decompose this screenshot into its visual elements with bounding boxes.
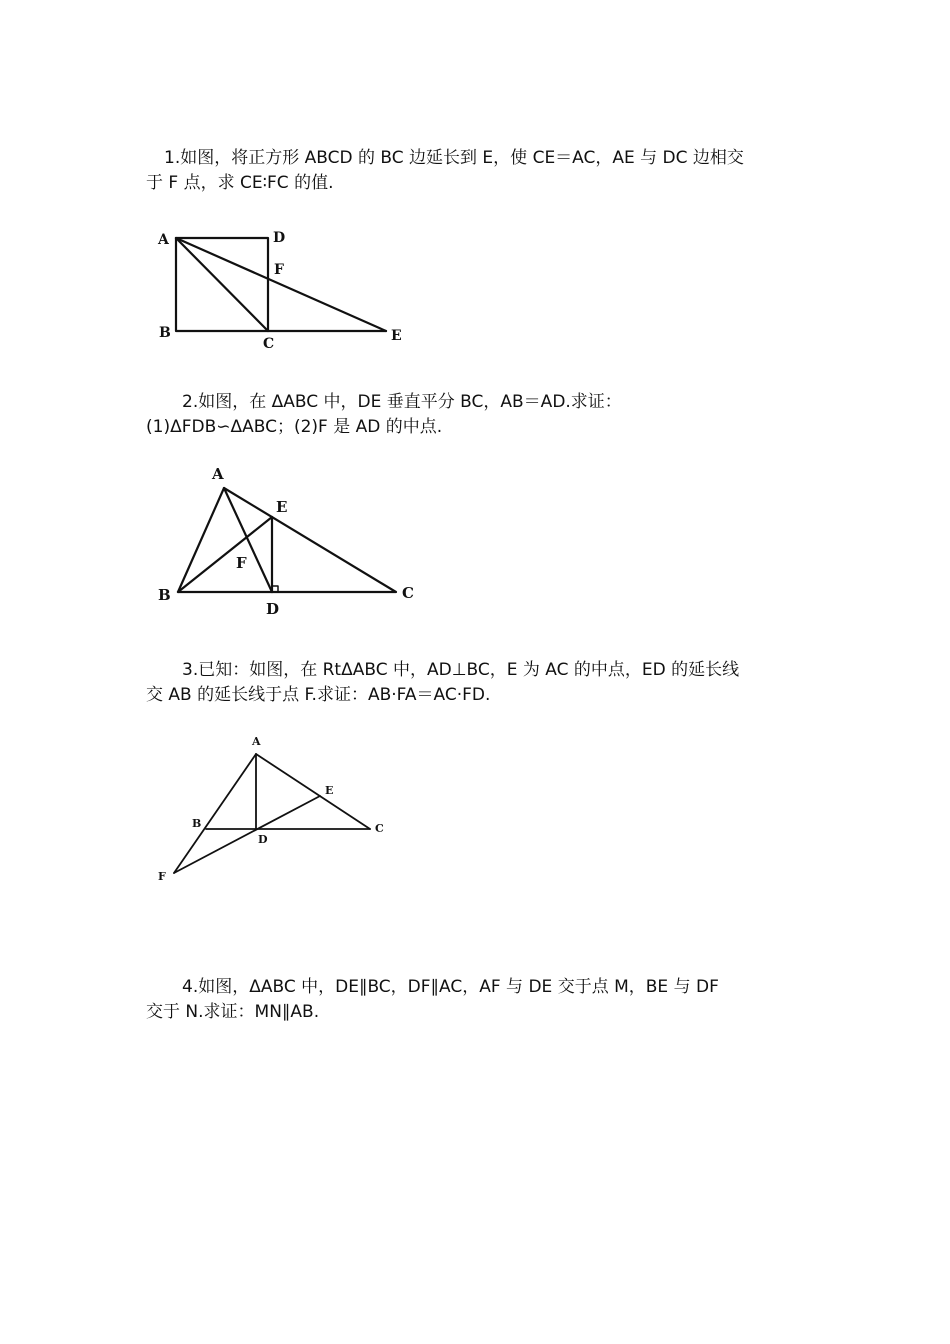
problem-3-figure [150,728,390,888]
label-a: A [212,465,224,483]
label-b: B [159,325,171,341]
segment-be [178,517,272,592]
label-e: E [325,784,334,797]
segment-ae [176,238,386,331]
label-e: E [276,498,288,516]
segment-ac [256,754,370,829]
problem-2-text [146,390,806,440]
label-b: B [158,586,171,604]
segment-ef [174,796,320,873]
label-f: F [236,554,247,572]
label-a: A [158,232,169,248]
problem-4-line-1: 4.如图，ΔABC 中，DE∥BC，DF∥AC，AF 与 DE 交于点 M，BE 与 DF [182,977,719,997]
problem-1-line-2: 于 F 点，求 CE∶FC 的值. [146,173,334,193]
problem-2-figure [152,460,422,620]
label-e: E [391,328,402,344]
problem-1-line-1: 1.如图，将正方形 ABCD 的 BC 边延长到 E，使 CE＝AC，AE 与 DC 边相交 [164,148,744,168]
segment-af [174,754,256,873]
label-f: F [274,262,284,278]
problem-4-line-2: 交于 N.求证：MN∥AB. [146,1002,320,1022]
label-c: C [375,822,384,835]
segment-ac [176,238,268,331]
label-d: D [258,833,268,846]
label-c: C [263,336,275,352]
problem-2-line-2: (1)ΔFDB∽ΔABC；(2)F 是 AD 的中点. [146,417,443,437]
problem-4-text [146,975,806,1025]
problem-2-line-1: 2.如图，在 ΔABC 中，DE 垂直平分 BC，AB＝AD.求证： [182,392,622,412]
problem-3-line-1: 3.已知：如图，在 RtΔABC 中，AD⊥BC，E 为 AC 的中点，ED 的延长线 [182,660,740,680]
problem-3-text [146,658,806,708]
label-d: D [266,600,280,618]
problem-1-figure [150,222,410,354]
label-b: B [192,817,202,830]
label-a: A [252,735,261,748]
problem-1-text [146,146,806,196]
label-c: C [402,584,414,602]
label-d: D [273,230,286,246]
problem-3-line-2: 交 AB 的延长线于点 F.求证：AB·FA＝AC·FD. [146,685,491,705]
label-f: F [158,870,166,883]
